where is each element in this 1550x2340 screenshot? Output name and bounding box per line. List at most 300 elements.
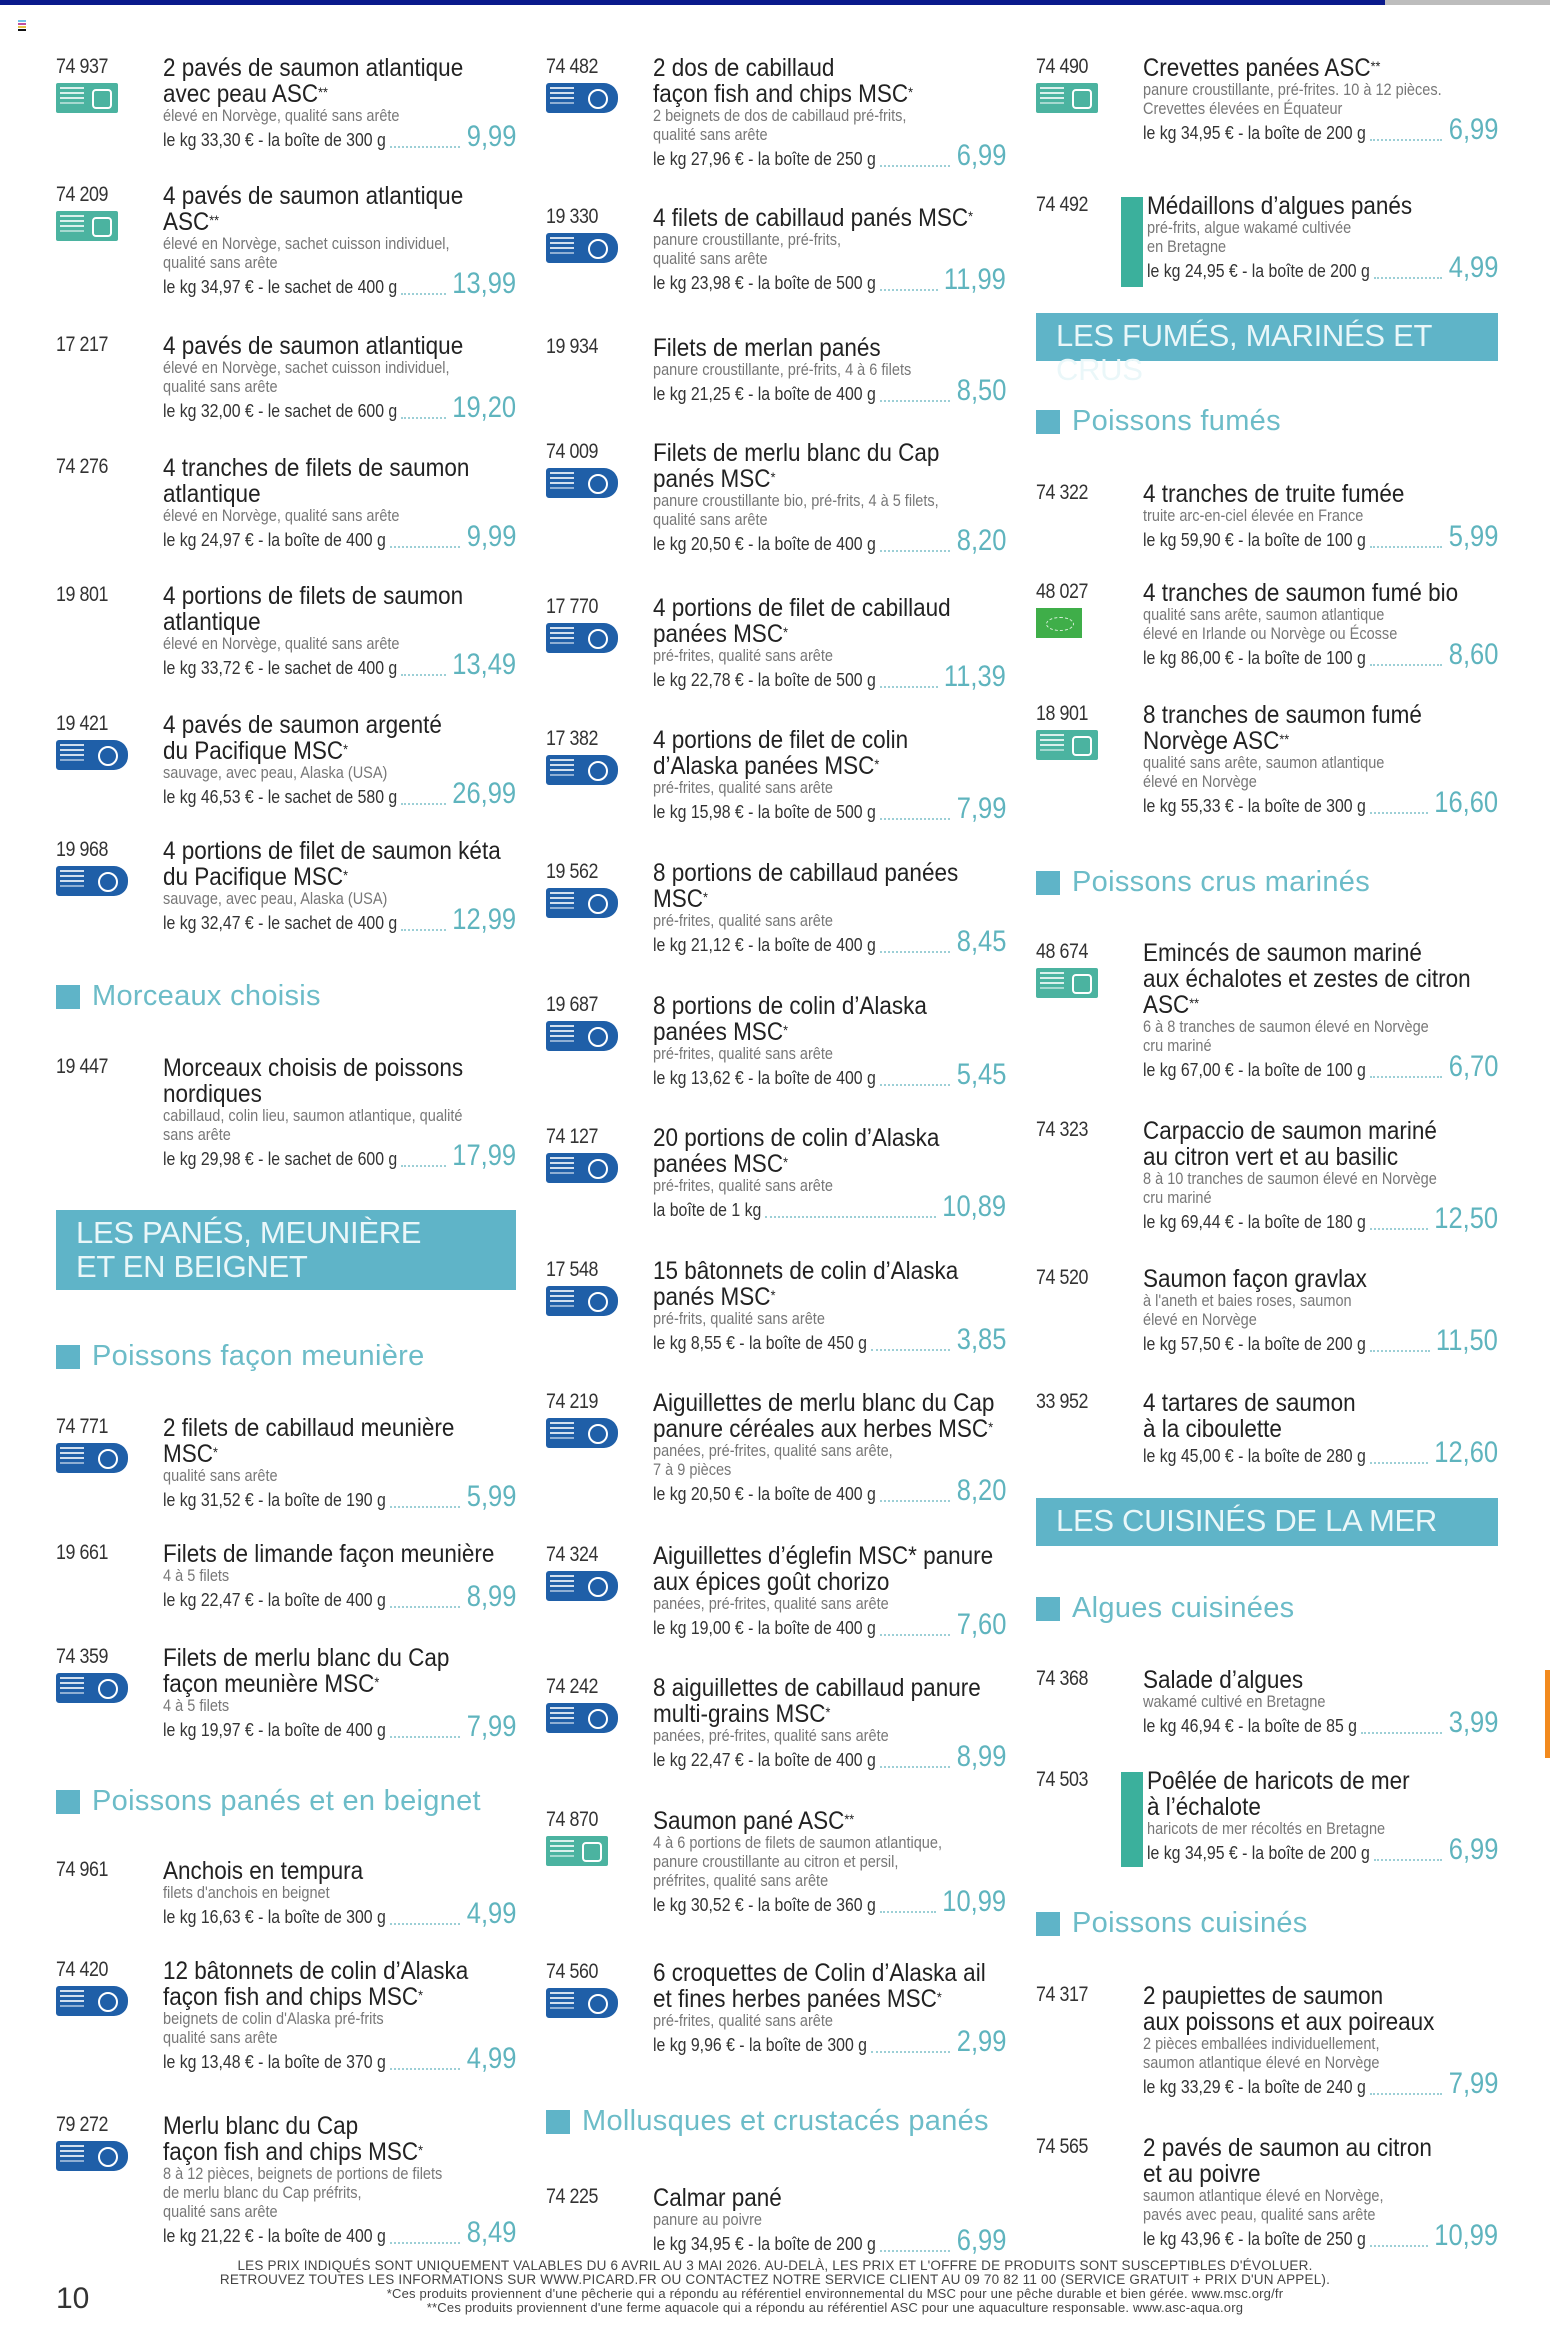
square-bullet-icon xyxy=(1036,1597,1060,1621)
product-name-text: façon fish and chips MSC xyxy=(653,80,909,108)
subsection-heading xyxy=(1036,866,1370,899)
product-description: qualité sans arête xyxy=(653,126,768,144)
product-price: 6,99 xyxy=(956,2224,1006,2257)
product-price: 8,20 xyxy=(956,524,1006,557)
product-description: truite arc-en-ciel élevée en France xyxy=(1143,507,1364,525)
product-description: filets d'anchois en beignet xyxy=(163,1884,330,1902)
unit-price: le kg 20,50 € - la boîte de 400 g xyxy=(653,534,876,554)
product-code: 74 420 xyxy=(56,1958,109,1981)
new-product-bar-icon xyxy=(1121,1772,1143,1867)
product-name-text: Filets de limande façon meunière xyxy=(163,1540,495,1568)
price-line xyxy=(1143,1050,1498,1083)
product-name xyxy=(653,1125,971,1151)
product-name xyxy=(653,1415,994,1443)
product-price: 10,89 xyxy=(942,1190,1006,1223)
product-name-text: façon meunière MSC xyxy=(163,1670,375,1698)
certification-footnote-mark: * xyxy=(770,469,776,485)
square-bullet-icon xyxy=(1036,410,1060,434)
product-name-text: du Pacifique MSC xyxy=(163,737,344,765)
product-name xyxy=(653,81,971,107)
product-name xyxy=(163,455,481,481)
certification-footnote-mark: * xyxy=(418,1987,424,2003)
product-name xyxy=(163,583,481,609)
price-line xyxy=(653,1885,1006,1918)
product-name xyxy=(1143,1266,1463,1292)
product-description: pavés avec peau, qualité sans arête xyxy=(1143,2206,1376,2224)
certification-footnote-mark: ** xyxy=(1189,995,1200,1011)
product-name-text: 6 croquettes de Colin d’Alaska ail xyxy=(653,1959,986,1987)
leader-dots xyxy=(390,2068,461,2070)
product-name-text: 4 tranches de filets de saumon xyxy=(163,454,470,482)
product-description: sans arête xyxy=(163,1126,231,1144)
price-line xyxy=(653,660,1006,693)
product-code: 19 661 xyxy=(56,1541,109,1564)
product-name xyxy=(1143,2135,1463,2161)
product-description: 4 à 6 portions de filets de saumon atlantique, xyxy=(653,1834,942,1852)
product-name xyxy=(1143,2009,1463,2035)
price-line xyxy=(653,1474,1006,1507)
unit-price: le kg 46,53 € - le sachet de 580 g xyxy=(163,787,398,807)
product-name xyxy=(163,1441,481,1467)
product-description: sauvage, avec peau, Alaska (USA) xyxy=(163,890,388,908)
product-code: 79 272 xyxy=(56,2113,109,2136)
product-name xyxy=(653,1808,971,1834)
product-description: 2 beignets de dos de cabillaud pré-frits, xyxy=(653,107,907,125)
product-code: 74 359 xyxy=(56,1645,109,1668)
certification-footnote-mark: ** xyxy=(209,212,220,228)
unit-price: le kg 45,00 € - la boîte de 280 g xyxy=(1143,1446,1366,1466)
product-name xyxy=(653,1701,971,1727)
product-name xyxy=(653,993,971,1019)
product-description: pré-frits, qualité sans arête xyxy=(653,1310,825,1328)
product-price: 26,99 xyxy=(452,777,516,810)
leader-dots xyxy=(880,2250,951,2252)
product-name xyxy=(653,886,971,912)
product-name-text: 4 filets de cabillaud panés MSC xyxy=(653,204,969,232)
product-description: 8 à 12 pièces, beignets de portions de filets xyxy=(163,2165,443,2183)
price-line xyxy=(1143,638,1498,671)
leader-dots xyxy=(880,951,951,953)
product-name xyxy=(1143,1118,1463,1144)
product-name-text: Morceaux choisis de poissons xyxy=(163,1054,464,1082)
leader-dots xyxy=(390,1923,461,1925)
leader-dots xyxy=(401,293,446,295)
certification-footnote-mark: * xyxy=(343,867,349,883)
product-price: 8,60 xyxy=(1448,638,1498,671)
product-code: 74 490 xyxy=(1036,55,1089,78)
product-name-text: panés MSC xyxy=(653,1283,771,1311)
product-name-text: panure céréales aux herbes MSC xyxy=(653,1415,989,1443)
price-line xyxy=(653,374,1006,407)
product-name-text: 8 portions de cabillaud panées xyxy=(653,859,959,887)
product-name-text: ASC xyxy=(163,208,210,236)
product-description: wakamé cultivé en Bretagne xyxy=(1143,1693,1326,1711)
price-line xyxy=(653,925,1006,958)
product-name xyxy=(163,183,481,209)
product-price: 12,99 xyxy=(452,903,516,936)
product-name-text: 4 pavés de saumon argenté xyxy=(163,711,442,739)
msc-label-icon xyxy=(546,623,618,653)
product-name xyxy=(653,1258,971,1284)
product-description: qualité sans arête xyxy=(163,2203,278,2221)
product-name-text: Norvège ASC xyxy=(1143,727,1280,755)
unit-price: le kg 19,00 € - la boîte de 400 g xyxy=(653,1618,876,1638)
leader-dots xyxy=(880,686,938,688)
leader-dots xyxy=(1370,1350,1430,1352)
product-description: élevé en Norvège, qualité sans arête xyxy=(163,507,400,525)
footer-line: RETROUVEZ TOUTES LES INFORMATIONS SUR WWW.PICARD.FR OU CONTACTEZ NOTRE SERVICE CLIENT AU 09 70 82 11 00 (SERVICE GRATUIT + PRIX D'UN APPEL). xyxy=(219,2272,1331,2287)
asc-label-icon xyxy=(1036,83,1098,113)
asc-label-icon xyxy=(546,1836,608,1866)
leader-dots xyxy=(1374,277,1443,279)
certification-footnote-mark: * xyxy=(936,1989,942,2005)
footer-line: *Ces produits proviennent d'une pêcherie qui a répondu au référentiel environnemental du MSC pour une pêche durable et bien gérée. www.msc.org/fr xyxy=(386,2286,1284,2301)
product-name-text: Aiguillettes d’églefin MSC* panure xyxy=(653,1542,994,1570)
product-price: 12,50 xyxy=(1434,1202,1498,1235)
product-price: 6,70 xyxy=(1448,1050,1498,1083)
product-name-text: avec peau ASC xyxy=(163,80,319,108)
product-description: panure croustillante, pré-frits, 4 à 6 filets xyxy=(653,361,912,379)
product-code: 19 421 xyxy=(56,712,109,735)
product-code: 74 482 xyxy=(546,55,599,78)
product-price: 5,99 xyxy=(466,1480,516,1513)
product-description: cru mariné xyxy=(1143,1037,1212,1055)
msc-label-icon xyxy=(546,888,618,918)
product-price: 19,20 xyxy=(452,391,516,424)
product-code: 48 027 xyxy=(1036,580,1089,603)
product-code: 19 934 xyxy=(546,335,599,358)
leader-dots xyxy=(1370,2093,1443,2095)
product-description: panure croustillante bio, pré-frits, 4 à 5 filets, xyxy=(653,492,939,510)
leader-dots xyxy=(880,1634,951,1636)
product-name xyxy=(653,727,971,753)
product-name xyxy=(1143,1667,1463,1693)
catalog-column-2 xyxy=(546,0,1006,2257)
product-name xyxy=(1143,1416,1463,1442)
leader-dots xyxy=(880,1084,951,1086)
unit-price: le kg 57,50 € - la boîte de 200 g xyxy=(1143,1334,1366,1354)
footer-line: LES PRIX INDIQUÉS SONT UNIQUEMENT VALABLES DU 6 AVRIL AU 3 MAI 2026. AU-DELÀ, LES PRIX ET L'OFFRE DE PRODUITS SONT SUSCEPTIBLES D'ÉVOLUER. xyxy=(237,2258,1313,2273)
product-name xyxy=(653,55,971,81)
product-description: de merlu blanc du Cap préfrits, xyxy=(163,2184,362,2202)
product-name xyxy=(163,1671,481,1697)
product-price: 13,49 xyxy=(452,648,516,681)
product-name-text: façon fish and chips MSC xyxy=(163,1983,419,2011)
product-code: 74 937 xyxy=(56,55,109,78)
product-name xyxy=(653,1019,971,1045)
unit-price: le kg 16,63 € - la boîte de 300 g xyxy=(163,1907,386,1927)
product-code: 74 503 xyxy=(1036,1768,1089,1791)
price-line xyxy=(1143,1706,1498,1739)
product-description: saumon atlantique élevé en Norvège xyxy=(1143,2054,1380,2072)
price-line xyxy=(163,2216,516,2249)
product-name xyxy=(163,209,481,235)
price-line xyxy=(1143,2219,1498,2252)
product-price: 10,99 xyxy=(1434,2219,1498,2252)
unit-price: le kg 32,00 € - le sachet de 600 g xyxy=(163,401,398,421)
product-name-text: 8 tranches de saumon fumé xyxy=(1143,701,1422,729)
product-name-text: Anchois en tempura xyxy=(163,1857,364,1885)
msc-label-icon xyxy=(546,1703,618,1733)
unit-price: le kg 59,90 € - la boîte de 100 g xyxy=(1143,530,1366,550)
section-band-line: LES FUMÉS, MARINÉS ET CRUS xyxy=(1056,318,1432,387)
product-name xyxy=(653,2185,971,2211)
product-description: 6 à 8 tranches de saumon élevé en Norvège xyxy=(1143,1018,1429,1036)
product-price: 7,60 xyxy=(956,1608,1006,1641)
leader-dots xyxy=(880,165,951,167)
leader-dots xyxy=(880,550,951,552)
product-name-text: à l’échalote xyxy=(1147,1793,1261,1821)
leader-dots xyxy=(390,1736,461,1738)
product-name-text: et au poivre xyxy=(1143,2160,1261,2188)
product-name-text: aux échalotes et zestes de citron xyxy=(1143,965,1471,993)
product-price: 11,39 xyxy=(944,660,1006,693)
unit-price: le kg 32,47 € - le sachet de 400 g xyxy=(163,913,398,933)
product-name xyxy=(163,1540,495,1568)
unit-price: le kg 33,29 € - la boîte de 240 g xyxy=(1143,2077,1366,2097)
certification-footnote-mark: * xyxy=(343,741,349,757)
section-band-line: LES CUISINÉS DE LA MER xyxy=(1056,1503,1438,1538)
asc-label-icon xyxy=(1036,968,1098,998)
product-name xyxy=(653,1986,971,2012)
certification-footnote-mark: ** xyxy=(1370,58,1381,74)
price-line xyxy=(1143,1324,1498,1357)
product-name xyxy=(163,1055,481,1081)
product-name xyxy=(1143,481,1463,507)
product-description: 7 à 9 pièces xyxy=(653,1461,732,1479)
product-name-text: à la ciboulette xyxy=(1143,1415,1282,1443)
msc-label-icon xyxy=(56,1986,128,2016)
unit-price: le kg 33,30 € - la boîte de 300 g xyxy=(163,130,386,150)
certification-footnote-mark: ** xyxy=(1279,731,1290,747)
price-line xyxy=(163,1480,516,1513)
product-name xyxy=(163,864,481,890)
price-line xyxy=(1143,520,1498,553)
product-name-text: 4 portions de filets de saumon xyxy=(163,582,464,610)
leader-dots xyxy=(401,417,446,419)
footer-line: **Ces produits proviennent d'une ferme aquacole qui a répondu au référentiel ASC pour une aquaculture responsable. www.asc-aqua.org xyxy=(426,2300,1244,2315)
subsection-heading-text: Algues cuisinées xyxy=(1072,1592,1295,1624)
unit-price: le kg 13,62 € - la boîte de 400 g xyxy=(653,1068,876,1088)
price-line xyxy=(1147,251,1498,284)
product-name xyxy=(653,1569,971,1595)
product-name-text: Merlu blanc du Cap xyxy=(163,2112,359,2140)
product-code: 19 330 xyxy=(546,205,599,228)
price-line xyxy=(653,1190,1006,1223)
product-description: élevé en Irlande ou Norvège ou Écosse xyxy=(1143,625,1398,643)
product-description: pré-frites, qualité sans arête xyxy=(653,912,833,930)
msc-label-icon xyxy=(56,740,128,770)
product-description: beignets de colin d'Alaska pré-frits xyxy=(163,2010,384,2028)
product-description: à l'aneth et baies roses, saumon xyxy=(1143,1292,1352,1310)
leader-dots xyxy=(880,289,938,291)
product-description: 8 à 10 tranches de saumon élevé en Norvège xyxy=(1143,1170,1437,1188)
product-description: élevé en Norvège, qualité sans arête xyxy=(163,107,400,125)
catalog-column-3 xyxy=(1036,0,1498,2250)
certification-footnote-mark: * xyxy=(783,1154,788,1170)
product-name xyxy=(163,481,481,507)
product-price: 9,99 xyxy=(466,520,516,553)
product-description: pré-frits, algue wakamé cultivée xyxy=(1147,219,1352,237)
product-code: 17 217 xyxy=(56,333,109,356)
product-name-text: 8 portions de colin d’Alaska xyxy=(653,992,927,1020)
product-name-text: 12 bâtonnets de colin d’Alaska xyxy=(163,1957,469,1985)
product-description: cabillaud, colin lieu, saumon atlantique, qualité xyxy=(163,1107,463,1125)
product-name xyxy=(1143,1983,1463,2009)
product-price: 7,99 xyxy=(466,1710,516,1743)
product-name xyxy=(163,2139,481,2165)
product-code: 74 276 xyxy=(56,455,109,478)
product-name-text: Filets de merlu blanc du Cap xyxy=(163,1644,450,1672)
msc-label-icon xyxy=(546,233,618,263)
product-name xyxy=(653,595,971,621)
subsection-heading xyxy=(56,1785,481,1818)
product-name-text: panées MSC xyxy=(653,1018,784,1046)
subsection-heading xyxy=(56,980,321,1013)
certification-footnote-mark: ** xyxy=(844,1811,855,1827)
product-name-text: 20 portions de colin d’Alaska xyxy=(653,1124,940,1152)
product-price: 8,99 xyxy=(956,1740,1006,1773)
product-name-text: 4 pavés de saumon atlantique xyxy=(163,332,464,360)
subsection-heading-text: Mollusques et crustacés panés xyxy=(582,2105,989,2137)
unit-price: le kg 86,00 € - la boîte de 100 g xyxy=(1143,648,1366,668)
product-code: 74 492 xyxy=(1036,193,1089,216)
unit-price: le kg 21,12 € - la boîte de 400 g xyxy=(653,935,876,955)
leader-dots xyxy=(1370,1462,1428,1464)
catalog-column-1 xyxy=(56,0,516,2250)
product-name xyxy=(163,81,481,107)
leader-dots xyxy=(1361,1732,1442,1734)
certification-footnote-mark: * xyxy=(825,1704,831,1720)
product-description: en Bretagne xyxy=(1147,238,1227,256)
product-name xyxy=(653,1389,995,1417)
product-name xyxy=(163,333,481,359)
subsection-heading-text: Poissons fumés xyxy=(1072,405,1281,437)
product-description: pré-frites, qualité sans arête xyxy=(653,2012,833,2030)
certification-footnote-mark: * xyxy=(374,1674,380,1690)
product-price: 6,99 xyxy=(956,139,1006,172)
product-code: 48 674 xyxy=(1036,940,1089,963)
product-name-text: 4 tranches de saumon fumé bio xyxy=(1143,579,1459,607)
product-description: panées, pré-frites, qualité sans arête xyxy=(653,1727,889,1745)
product-code: 74 323 xyxy=(1036,1118,1089,1141)
product-name-text: aux épices goût chorizo xyxy=(653,1568,890,1596)
bio-label-icon xyxy=(1036,608,1082,638)
product-name xyxy=(163,2113,481,2139)
product-name-text: 15 bâtonnets de colin d’Alaska xyxy=(653,1257,959,1285)
product-price: 3,85 xyxy=(956,1323,1006,1356)
price-line xyxy=(163,777,516,810)
unit-price: le kg 22,47 € - la boîte de 400 g xyxy=(163,1590,386,1610)
product-name xyxy=(163,1645,481,1671)
square-bullet-icon xyxy=(56,985,80,1009)
msc-label-icon xyxy=(546,1988,618,2018)
product-code: 74 127 xyxy=(546,1125,599,1148)
msc-label-icon xyxy=(546,1286,618,1316)
unit-price: le kg 24,95 € - la boîte de 200 g xyxy=(1147,261,1370,281)
product-code: 74 242 xyxy=(546,1675,599,1698)
price-line xyxy=(163,1580,516,1613)
product-description: pré-frites, qualité sans arête xyxy=(653,1177,833,1195)
product-description: panure croustillante, pré-frites. 10 à 12 pièces. xyxy=(1143,81,1442,99)
square-bullet-icon xyxy=(1036,871,1060,895)
product-name xyxy=(653,440,971,466)
leader-dots xyxy=(401,803,446,805)
unit-price: le kg 43,96 € - la boîte de 250 g xyxy=(1143,2229,1366,2249)
unit-price: le kg 46,94 € - la boîte de 85 g xyxy=(1143,1716,1358,1736)
unit-price: le kg 20,50 € - la boîte de 400 g xyxy=(653,1484,876,1504)
product-price: 5,45 xyxy=(956,1058,1006,1091)
product-description: qualité sans arête, saumon atlantique xyxy=(1143,754,1385,772)
product-name-text: nordiques xyxy=(163,1080,262,1108)
product-name xyxy=(163,738,481,764)
product-price: 6,99 xyxy=(1448,113,1498,146)
unit-price: le kg 67,00 € - la boîte de 100 g xyxy=(1143,1060,1366,1080)
unit-price: le kg 22,78 € - la boîte de 500 g xyxy=(653,670,876,690)
unit-price: le kg 34,95 € - la boîte de 200 g xyxy=(653,2234,876,2254)
leader-dots xyxy=(390,146,461,148)
asc-label-icon xyxy=(1036,730,1098,760)
product-name xyxy=(163,1858,481,1884)
leader-dots xyxy=(1370,812,1428,814)
product-description: saumon atlantique élevé en Norvège, xyxy=(1143,2187,1384,2205)
section-band-title xyxy=(1036,313,1498,387)
product-name xyxy=(653,621,971,647)
msc-label-icon xyxy=(56,1443,128,1473)
product-name-text: atlantique xyxy=(163,480,261,508)
leader-dots xyxy=(880,1500,951,1502)
product-name-text: Emincés de saumon mariné xyxy=(1143,939,1422,967)
price-line xyxy=(163,903,516,936)
product-name xyxy=(163,1415,481,1441)
product-code: 74 771 xyxy=(56,1415,109,1438)
unit-price: le kg 22,47 € - la boîte de 400 g xyxy=(653,1750,876,1770)
section-band-title xyxy=(56,1210,516,1290)
unit-price: la boîte de 1 kg xyxy=(653,1200,762,1220)
subsection-heading-text: Poissons cuisinés xyxy=(1072,1907,1308,1939)
product-price: 8,45 xyxy=(956,925,1006,958)
asc-label-icon xyxy=(56,83,118,113)
certification-footnote-mark: * xyxy=(783,624,788,640)
product-name xyxy=(1143,55,1463,81)
unit-price: le kg 34,97 € - le sachet de 400 g xyxy=(163,277,398,297)
product-description: 4 à 5 filets xyxy=(163,1697,230,1715)
product-name-text: panées MSC xyxy=(653,1150,784,1178)
product-price: 4,99 xyxy=(466,2042,516,2075)
leader-dots xyxy=(401,1165,446,1167)
msc-label-icon xyxy=(546,1571,618,1601)
subsection-heading-text: Poissons façon meunière xyxy=(92,1340,425,1372)
price-line xyxy=(653,1058,1006,1091)
square-bullet-icon xyxy=(56,1790,80,1814)
product-name xyxy=(163,712,481,738)
unit-price: le kg 30,52 € - la boîte de 360 g xyxy=(653,1895,876,1915)
product-price: 8,49 xyxy=(466,2216,516,2249)
certification-footnote-mark: * xyxy=(770,1287,776,1303)
price-line xyxy=(1143,1436,1498,1469)
certification-footnote-mark: * xyxy=(418,2142,424,2158)
certification-footnote-mark: * xyxy=(213,1444,218,1460)
unit-price: le kg 21,25 € - la boîte de 400 g xyxy=(653,384,876,404)
new-product-bar-icon xyxy=(1121,197,1143,287)
unit-price: le kg 23,98 € - la boîte de 500 g xyxy=(653,273,876,293)
product-name xyxy=(1143,1390,1463,1416)
product-name xyxy=(163,55,481,81)
product-name-text: Poêlée de haricots de mer xyxy=(1147,1767,1410,1795)
product-name xyxy=(653,1284,971,1310)
product-name xyxy=(653,1674,981,1702)
product-name-text: MSC xyxy=(653,885,704,913)
